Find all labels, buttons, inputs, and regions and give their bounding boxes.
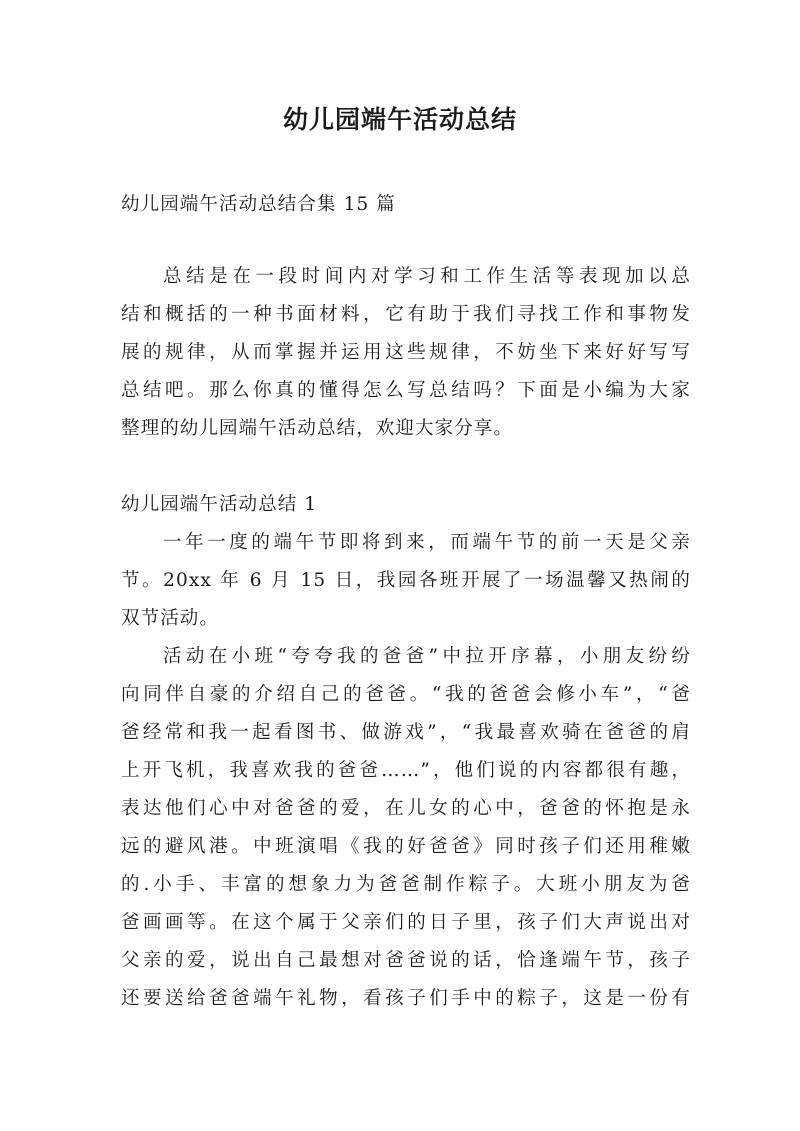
paragraph-line: 父亲的爱，说出自己最想对爸爸说的话，恰逢端午节，孩子 — [121, 950, 691, 971]
paragraph-line: 向同伴自豪的介绍自己的爸爸。“我的爸爸会修小车”，“爸 — [121, 684, 691, 705]
paragraph-line: 活动在小班“夸夸我的爸爸”中拉开序幕，小朋友纷纷 — [163, 646, 691, 667]
paragraph-line: 爸画画等。在这个属于父亲们的日子里，孩子们大声说出对 — [121, 912, 691, 933]
paragraph-line: 表达他们心中对爸爸的爱，在儿女的心中，爸爸的怀抱是永 — [121, 798, 691, 819]
paragraph-line: 展的规律，从而掌握并运用这些规律，不妨坐下来好好写写 — [121, 342, 691, 363]
paragraph-line: 远的避风港。中班演唱《我的好爸爸》同时孩子们还用稚嫩 — [121, 836, 691, 857]
section-heading: 幼儿园端午活动总结 1 — [121, 494, 318, 515]
paragraph-line: 总结是在一段时间内对学习和工作生活等表现加以总 — [163, 266, 691, 287]
paragraph-line: 的.小手、丰富的想象力为爸爸制作粽子。大班小朋友为爸 — [121, 874, 691, 895]
paragraph-line: 一年一度的端午节即将到来，而端午节的前一天是父亲 — [163, 532, 691, 553]
document-subtitle: 幼儿园端午活动总结合集 15 篇 — [121, 194, 396, 215]
paragraph-line: 双节活动。 — [121, 608, 220, 629]
paragraph-line: 整理的幼儿园端午活动总结，欢迎大家分享。 — [121, 418, 514, 439]
paragraph-line: 还要送给爸爸端午礼物，看孩子们手中的粽子，这是一份有 — [121, 988, 691, 1009]
paragraph-line: 爸经常和我一起看图书、做游戏”，“我最喜欢骑在爸爸的肩 — [121, 722, 691, 743]
paragraph-line: 节。20xx 年 6 月 15 日，我园各班开展了一场温馨又热闹的 — [121, 570, 691, 591]
paragraph-line: 结和概括的一种书面材料，它有助于我们寻找工作和事物发 — [121, 304, 691, 325]
paragraph-line: 上开飞机，我喜欢我的爸爸……”，他们说的内容都很有趣， — [121, 760, 691, 781]
paragraph-line: 总结吧。那么你真的懂得怎么写总结吗？下面是小编为大家 — [121, 380, 691, 401]
document-title: 幼儿园端午活动总结 — [282, 105, 517, 134]
